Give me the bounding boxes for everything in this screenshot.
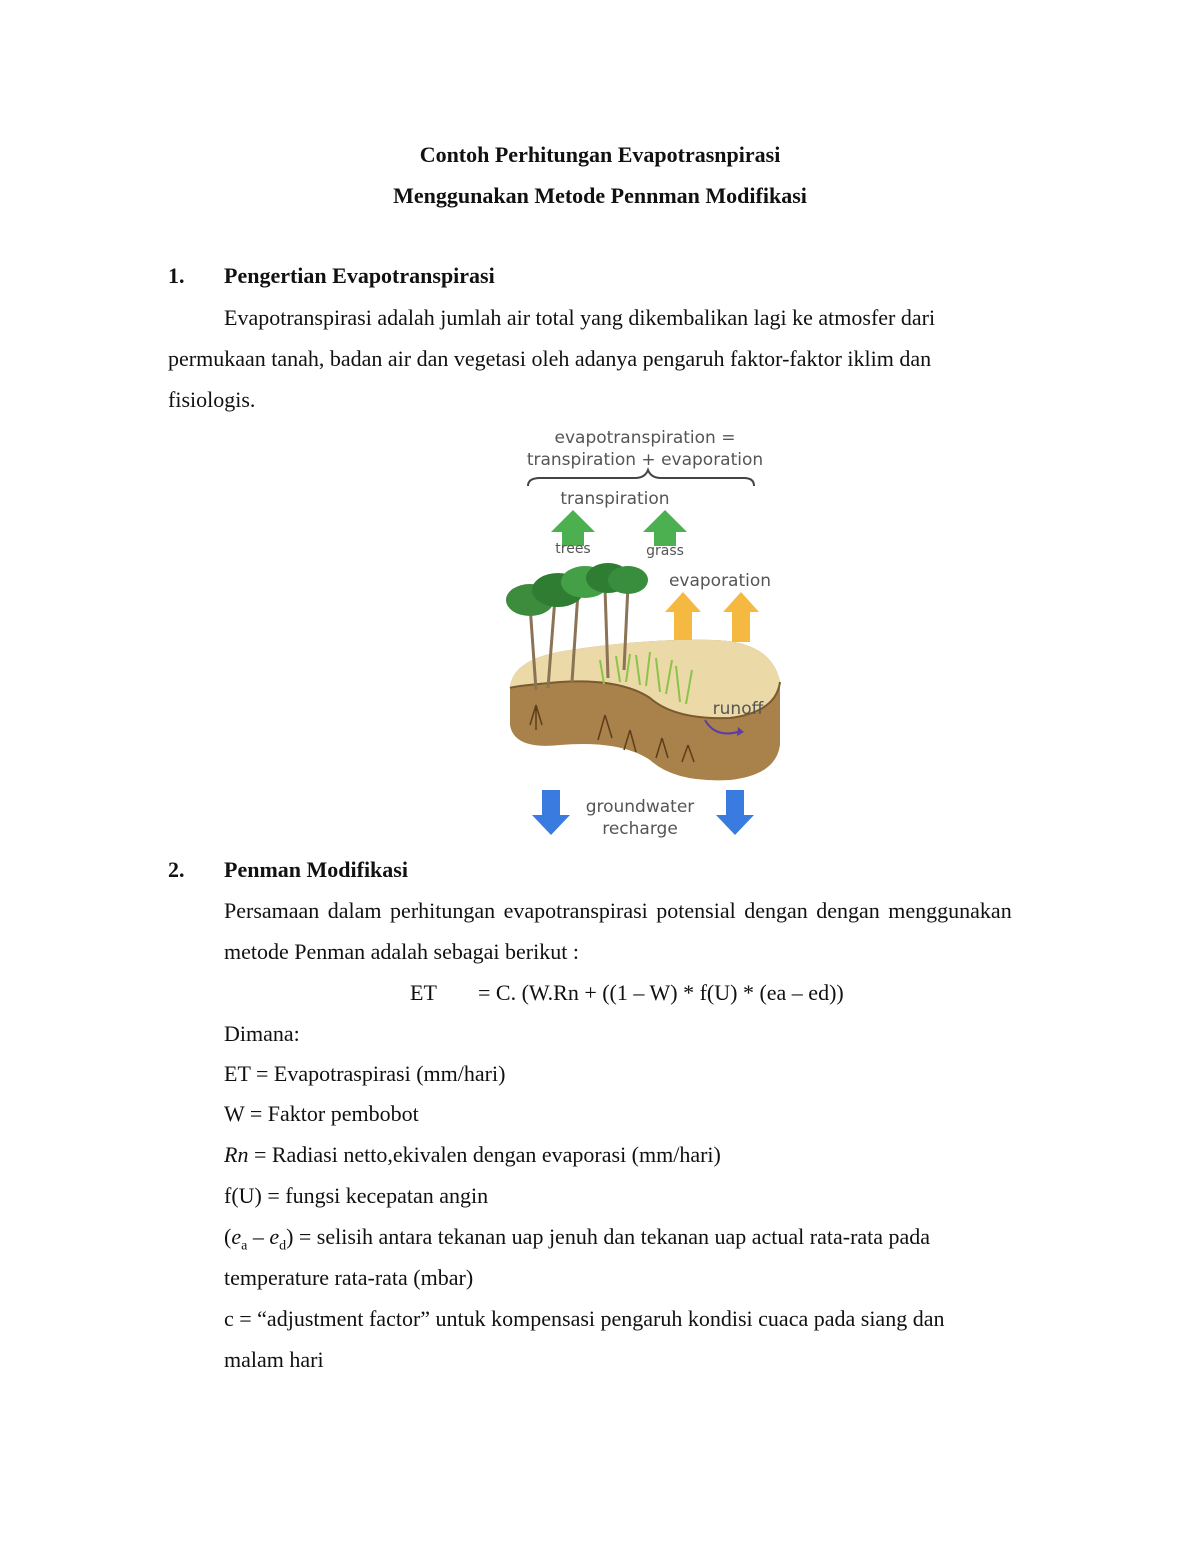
figure-label-eq2: transpiration + evaporation	[526, 450, 764, 470]
figure-label-runoff: runoff	[712, 699, 764, 719]
groundwater-arrow-right	[716, 790, 754, 835]
document-title-line1: Contoh Perhitungan Evapotrasnpirasi	[419, 142, 781, 167]
definition-c-line2: malam hari	[224, 1347, 324, 1372]
ea-symbol: e	[231, 1224, 242, 1249]
definition-et: ET = Evapotraspirasi (mm/hari)	[224, 1061, 506, 1086]
ed-subscript: d	[279, 1238, 287, 1254]
e-minus: –	[247, 1224, 270, 1249]
figure-label-groundwater: groundwater	[585, 797, 695, 817]
section1-heading: Pengertian Evapotranspirasi	[224, 263, 495, 288]
figure-label-grass: grass	[646, 543, 684, 559]
equation-lhs: ET	[410, 980, 437, 1005]
definition-e	[224, 1224, 930, 1254]
figure-label-eq1: evapotranspiration =	[554, 428, 736, 448]
document-title-line2: Menggunakan Metode Pennman Modifikasi	[393, 183, 807, 208]
definition-e-line2: temperature rata-rata (mbar)	[224, 1265, 474, 1290]
section1-number: 1.	[168, 263, 185, 288]
definition-w: W = Faktor pembobot	[224, 1101, 419, 1126]
rn-symbol: Rn	[224, 1142, 249, 1167]
section1-paragraph-line2: permukaan tanah, badan air dan vegetasi oleh adanya pengaruh faktor-faktor iklim dan	[168, 346, 932, 371]
section1-paragraph-line1: Evapotranspirasi adalah jumlah air total yang dikembalikan lagi ke atmosfer dari	[224, 305, 936, 330]
equation-rhs: = C. (W.Rn + ((1 – W) * f(U) * (ea – ed))	[478, 980, 844, 1005]
figure-label-recharge: recharge	[602, 819, 678, 839]
figure-label-transpiration: transpiration	[560, 489, 670, 509]
evaporation-arrow-left	[665, 592, 701, 642]
figure-label-evaporation: evaporation	[668, 571, 772, 591]
section2-paragraph-line2: metode Penman adalah sebagai berikut :	[224, 939, 579, 964]
section2-paragraph-line1: Persamaan dalam perhitungan evapotranspirasi potensial dengan dengan menggunakan	[224, 898, 1012, 923]
e-open-paren: (	[224, 1224, 232, 1249]
evapotranspiration-diagram-svg	[500, 420, 790, 845]
section2-number: 2.	[168, 857, 185, 882]
dimana-label: Dimana:	[224, 1021, 300, 1046]
evaporation-arrow-right	[723, 592, 759, 642]
definition-c-line1: c = “adjustment factor” untuk kompensasi pengaruh kondisi cuaca pada siang dan	[224, 1306, 945, 1331]
e-definition-text: ) = selisih antara tekanan uap jenuh dan tekanan uap actual rata-rata pada	[286, 1224, 931, 1249]
definition-rn	[224, 1142, 721, 1168]
ea-subscript: a	[241, 1238, 248, 1254]
evapotranspiration-diagram	[500, 420, 790, 845]
definition-fu: f(U) = fungsi kecepatan angin	[224, 1183, 489, 1208]
groundwater-arrow-left	[532, 790, 570, 835]
figure-label-trees: trees	[555, 541, 591, 557]
ed-symbol: e	[269, 1224, 280, 1249]
figure-brace	[528, 470, 754, 486]
section1-paragraph-line3: fisiologis.	[168, 387, 256, 412]
rn-text: = Radiasi netto,ekivalen dengan evaporasi (mm/hari)	[248, 1142, 721, 1167]
grass-transpiration-arrow	[643, 510, 687, 546]
section2-heading: Penman Modifikasi	[224, 857, 408, 882]
